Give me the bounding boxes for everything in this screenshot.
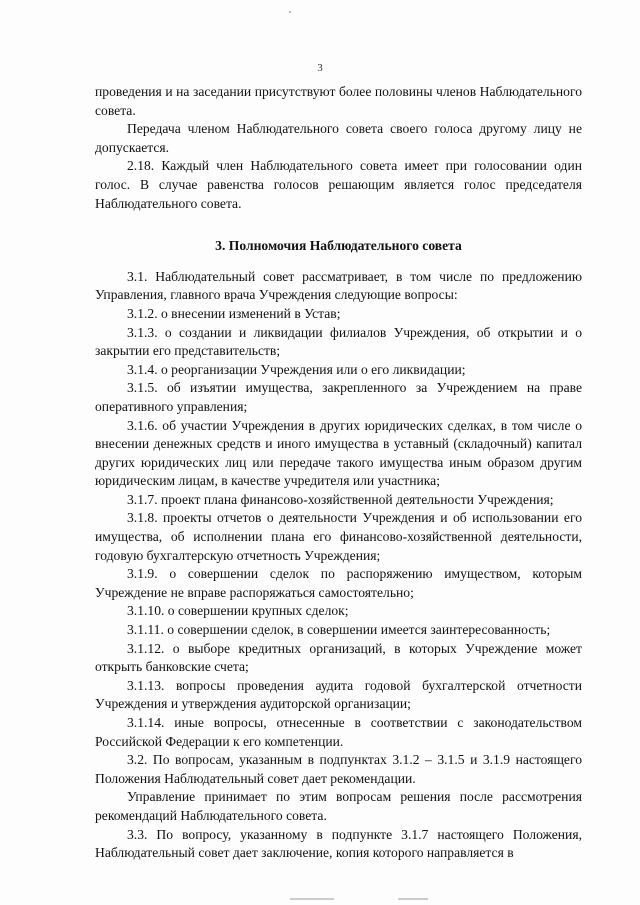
list-item: 3.1.14. иные вопросы, отнесенные в соответствии с законодательством Российской Федерации к его компетенции. [95, 715, 582, 749]
list-item: 3.1.8. проекты отчетов о деятельности Учреждения и об использовании его имущества, об исполнении плана его финансово-хозяйственной деятельности, годовую бухгалтерскую отчетность Учреждения; [95, 510, 582, 563]
list-item: 3.1.3. о создании и ликвидации филиалов Учреждения, об открытии и о закрытии его представительств; [95, 324, 582, 359]
list-item: 3.1.6. об участии Учреждения в других юридических сделках, в том числе о внесении денежных средств и иного имущества в уставный (складочный) капитал других юридических лиц или передаче такого имущества иным образом другим юридическим лицам, в качестве учредителя или участника; [95, 417, 582, 489]
paragraph: 3.2. По вопросам, указанным в подпунктах 3.1.2 – 3.1.5 и 3.1.9 настоящего Положения Наблюдательный совет дает рекомендации. [95, 752, 582, 786]
paragraph: проведения и на заседании присутствуют более половины членов Наблюдательного совета. [95, 84, 582, 118]
paragraph: 3.3. По вопросу, указанному в подпункте 3.1.7 настоящего Положения, Наблюдательный совет дает заключение, копия которого направляется в [95, 826, 582, 861]
list-item: 3.1.7. проект плана финансово-хозяйственной деятельности Учреждения; [127, 491, 554, 507]
paragraph: Передача членом Наблюдательного совета своего голоса другому лицу не допускается. [95, 121, 582, 155]
list-item: 3.1.11. о совершении сделок, в совершении имеется заинтересованность; [127, 622, 551, 638]
list-item: 3.1.4. о реорганизации Учреждения или о его ликвидации; [127, 361, 466, 377]
page-number: 3 [317, 62, 323, 74]
list-item: 3.1.5. об изъятии имущества, закрепленного за Учреждением на праве оперативного управления; [95, 380, 582, 414]
list-item: 3.1.10. о совершении крупных сделок; [127, 603, 349, 619]
list-item: 3.1.13. вопросы проведения аудита годовой бухгалтерской отчетности Учреждения и утверждения аудиторской организации; [95, 677, 582, 712]
scan-artifact [289, 11, 291, 13]
document-body [95, 83, 582, 863]
list-item: 3.1.9. о совершении сделок по распоряжению имуществом, которым Учреждение не вправе распоряжаться самостоятельно; [95, 566, 582, 600]
scan-artifact [290, 898, 334, 900]
paragraph: 2.18. Каждый член Наблюдательного совета имеет при голосовании один голос. В случае равенства голосов решающим является голос председателя Наблюдательного совета. [95, 158, 582, 211]
section-heading: 3. Полномочия Наблюдательного совета [215, 238, 462, 254]
paragraph: 3.1. Наблюдательный совет рассматривает, в том числе по предложению Управления, главного врача Учреждения следующие вопросы: [95, 268, 582, 303]
list-item: 3.1.12. о выборе кредитных организаций, в которых Учреждение может открыть банковские счета; [95, 640, 582, 675]
list-item: 3.1.2. о внесении изменений в Устав; [127, 305, 341, 321]
paragraph: Управление принимает по этим вопросам решения после рассмотрения рекомендаций Наблюдательного совета. [95, 789, 582, 823]
scan-artifact [398, 898, 428, 900]
